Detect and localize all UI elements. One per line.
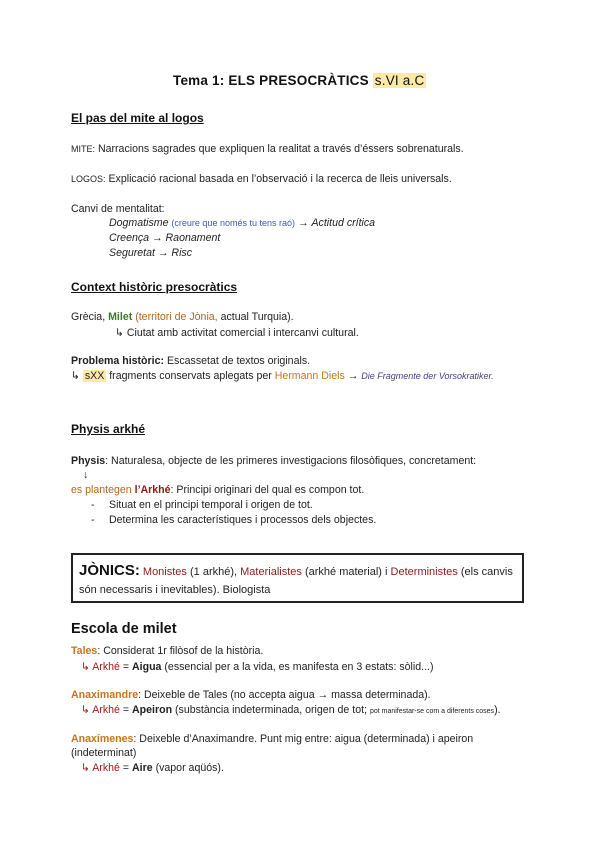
logos-label: LOGOS: <box>71 174 106 184</box>
physis-label: Physis <box>71 455 106 467</box>
title-main: Tema 1: ELS PRESOCRÀTICS <box>173 73 369 88</box>
monistes: Monistes <box>142 566 187 578</box>
problema-text: Escassetat de textos originals. <box>166 355 311 367</box>
anaximenes-line <box>71 733 524 745</box>
ciutat-line: ↳ Ciutat amb activitat comercial i intercanvi cultural. <box>115 327 359 339</box>
down-arrow-icon: ↓ <box>83 469 89 481</box>
arrow-right: → <box>347 370 359 382</box>
mite-definition <box>71 143 464 155</box>
anaximandre-arkhe-note: (substància indeterminada, origen de tot; <box>175 704 367 716</box>
equals: = <box>122 704 130 716</box>
territori-jonia: (territori de Jònia, <box>135 311 218 323</box>
sxx-badge: sXX <box>84 370 105 382</box>
arkhe-text: : Principi originari del qual es compon tot. <box>170 484 365 496</box>
materialistes: Materialistes <box>240 566 302 578</box>
tales-name: Tales <box>71 645 98 657</box>
mite-text: Narracions sagrades que expliquen la realitat a través d’éssers sobrenaturals. <box>97 143 464 155</box>
section-heading-context: Context històric presocràtics <box>71 280 238 294</box>
tales-arkhe-line <box>81 661 434 673</box>
dash-bullet: - <box>91 499 95 511</box>
grecia-line <box>71 311 294 323</box>
jonics-head: JÒNICS: <box>79 562 140 579</box>
jonics-t3: (els canvis són necessaris i inevitables). Biologista <box>79 566 513 596</box>
logos-definition <box>71 173 452 185</box>
mite-label: MITE: <box>71 144 95 154</box>
logos-text: Explicació racional basada en l’observació i la recerca de lleis universals. <box>108 173 452 185</box>
physis-text: : Naturalesa, objecte de les primeres investigacions filosòfiques, concretament: <box>105 455 477 467</box>
tales-line <box>71 645 263 657</box>
arrow-right: → <box>297 217 309 229</box>
grecia: Grècia, <box>71 311 106 323</box>
tales-arkhe-note: (essencial per a la vida, es manifesta en 3 estats: sòlid...) <box>164 661 434 673</box>
section-heading-escola: Escola de milet <box>71 621 177 637</box>
jonics-box <box>71 553 524 603</box>
anaximandre-name: Anaximandre <box>71 689 139 701</box>
anaximandre-end: ). <box>494 704 501 716</box>
tales-arkhe: Aigua <box>132 661 162 673</box>
jonics-t2: (arkhé material) i <box>304 566 388 578</box>
seguretat-line: Seguretat → Risc <box>109 247 193 259</box>
anaximenes-text: : Deixeble d’Anaximandre. Punt mig entre: aigua (determinada) i apeiron <box>133 733 474 745</box>
problema-line <box>71 355 310 367</box>
anaximenes-arkhe: Aire <box>132 762 153 774</box>
page-title <box>173 73 426 88</box>
list-item <box>91 499 313 511</box>
arkhe-line <box>71 484 364 496</box>
anaximenes-name: Anaxímenes <box>71 733 134 745</box>
equals: = <box>122 661 130 673</box>
anaximandre-arkhe: Apeiron <box>132 704 173 716</box>
equals: = <box>122 762 130 774</box>
plantegen: es plantegen <box>71 484 132 496</box>
tales-text: : Considerat 1r filòsof de la història. <box>97 645 264 657</box>
actitud-critica: Actitud crítica <box>311 217 376 229</box>
actual-turquia: actual Turquia). <box>220 311 294 323</box>
dogmatisme-note: (creure que només tu tens raó) <box>171 218 295 228</box>
anaximandre-arkhe-line <box>81 704 501 716</box>
arkhe-term: l’Arkhé <box>134 484 171 496</box>
physis-line <box>71 455 476 467</box>
dogmatisme: Dogmatisme <box>109 217 169 229</box>
hook-arrow: ↳ <box>71 370 80 382</box>
milet: Milet <box>108 311 133 323</box>
creenca-line: Creença → Raonament <box>109 232 221 244</box>
jonics-t1: (1 arkhé), <box>190 566 238 578</box>
anaximandre-text: : Deixeble de Tales (no accepta aigua → massa determinada). <box>138 689 431 701</box>
canvi-mentalitat: Canvi de mentalitat: <box>71 203 165 215</box>
arkhe-label: ↳ Arkhé <box>81 704 120 716</box>
book-title: Die Fragmente der Vorsokratiker. <box>361 371 494 381</box>
hermann-diels: Hermann Diels <box>274 370 345 382</box>
anaximenes-arkhe-line <box>81 762 224 774</box>
problema-label: Problema històric: <box>71 355 165 367</box>
dash-bullet: - <box>91 514 95 526</box>
anaximenes-arkhe-note: (vapor aqüós). <box>155 762 224 774</box>
fragments-text: fragments conservats aplegats per <box>109 370 272 382</box>
jonics-text <box>79 562 519 599</box>
anaximenes-line-2: (indeterminat) <box>71 747 137 759</box>
bullet-text: Situat en el principi temporal i origen de tot. <box>109 499 313 511</box>
arkhe-label: ↳ Arkhé <box>81 762 120 774</box>
title-period: s.VI a.C <box>374 73 425 88</box>
list-item <box>91 514 376 526</box>
anaximandre-small-note: pot manifestar-se com a diferents coses <box>369 708 495 715</box>
deterministes: Deterministes <box>390 566 458 578</box>
anaximandre-line <box>71 689 431 701</box>
arkhe-label: ↳ Arkhé <box>81 661 120 673</box>
fragments-line <box>71 370 494 382</box>
section-heading-physis: Physis arkhé <box>71 422 146 436</box>
section-heading-mite-logos: El pas del mite al logos <box>71 111 204 125</box>
dogmatisme-line <box>109 217 375 229</box>
bullet-text: Determina les característiques i processos dels objectes. <box>109 514 377 526</box>
